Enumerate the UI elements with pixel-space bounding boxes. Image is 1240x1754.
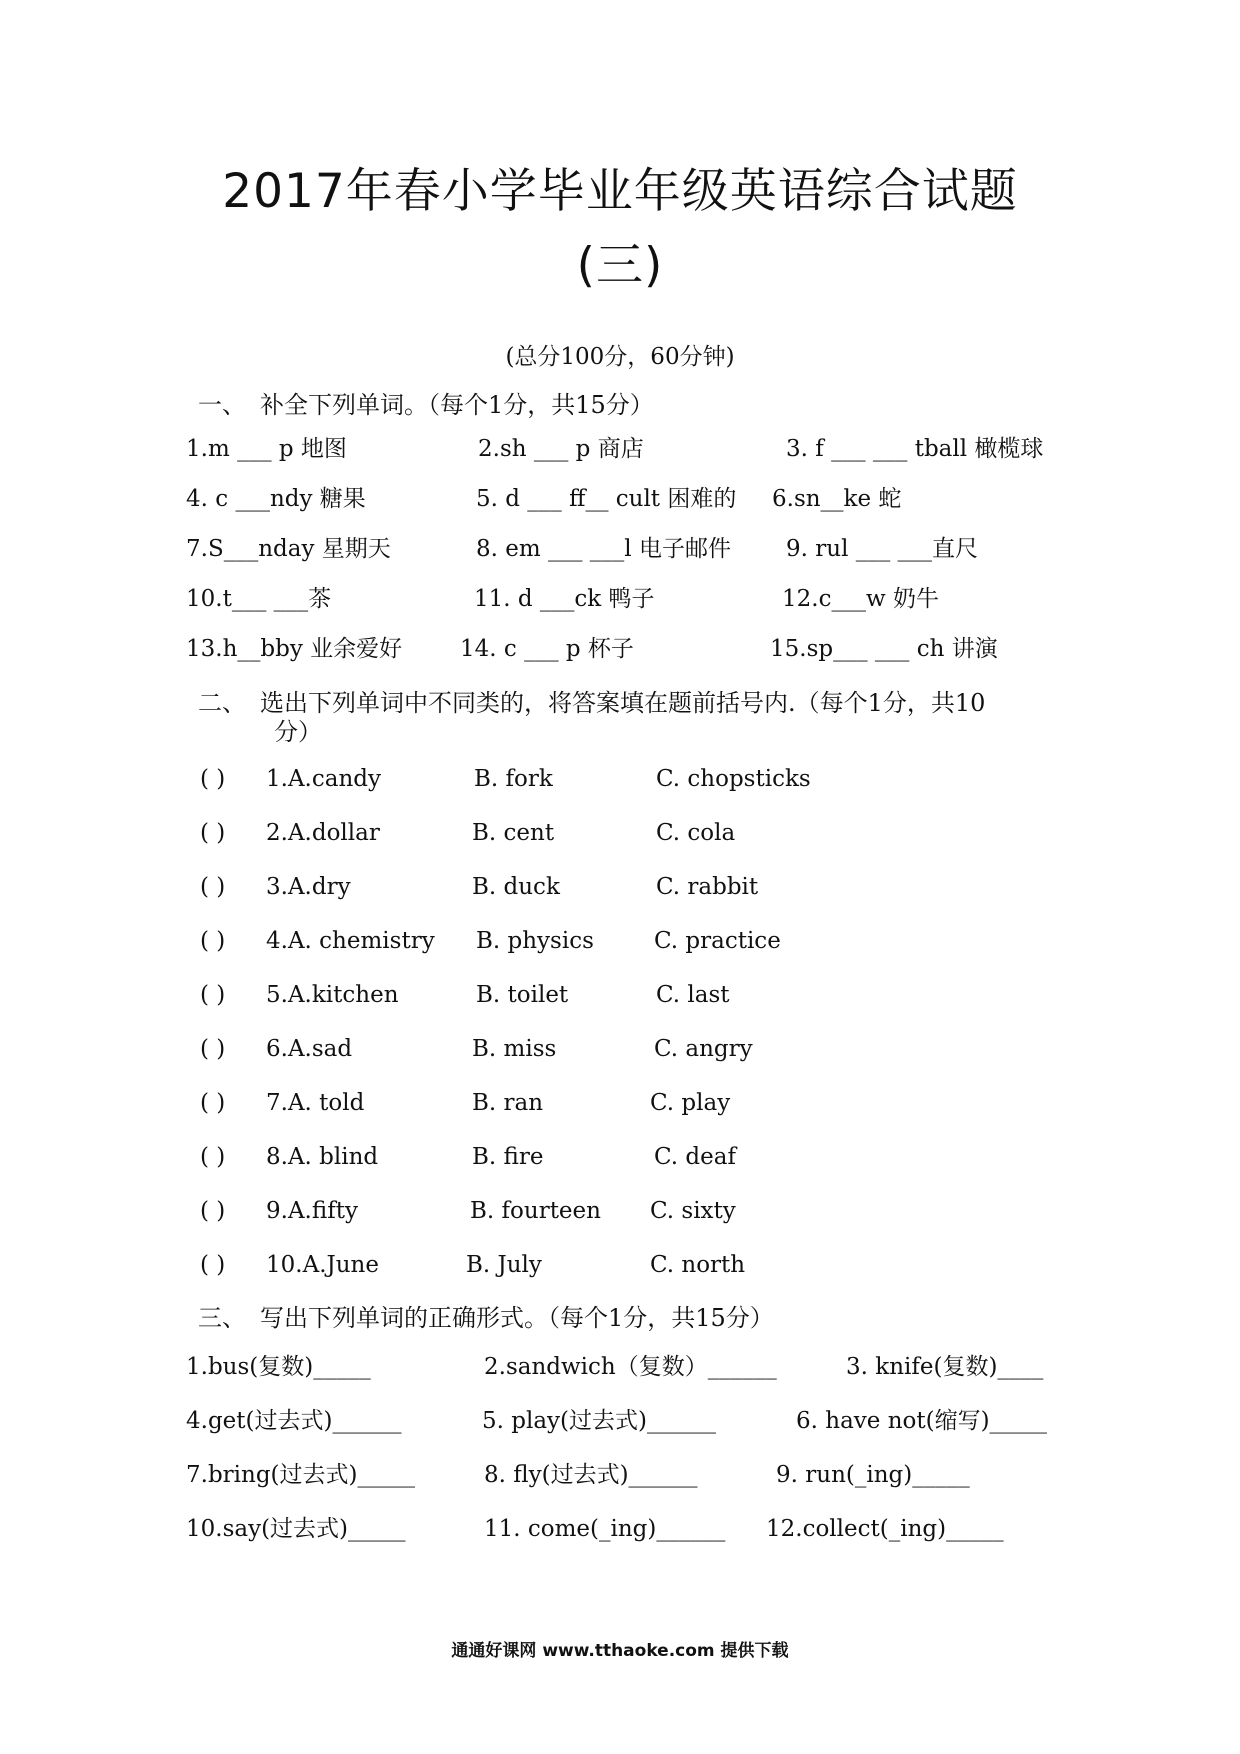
choice-row [0,1196,1240,1230]
section1-heading [198,385,654,420]
answer-parentheses: ( ) [200,1036,226,1062]
choice-option-b: B. July [466,1252,542,1278]
section3-row [0,1514,1240,1548]
answer-parentheses: ( ) [200,1144,226,1170]
choice-option-c: C. angry [654,1036,753,1062]
choice-option-c: C. practice [654,928,781,954]
word-form-item: 2.sandwich（复数）______ [484,1354,777,1380]
answer-parentheses: ( ) [200,1252,226,1278]
fill-word-item: 13.h__bby 业余爱好 [186,636,403,662]
fill-word-item: 4. c ___ndy 糖果 [186,486,366,512]
section1-row [0,584,1240,618]
choice-option-a: 3.A.dry [266,874,351,900]
exam-subtitle: (总分100分，60分钟) [505,344,735,370]
fill-word-item: 2.sh ___ p 商店 [478,436,644,462]
section3-number: 三、 [198,1304,246,1332]
choice-option-b: B. fork [474,766,553,792]
word-form-item: 8. fly(过去式)______ [484,1462,698,1488]
choice-option-c: C. north [650,1252,746,1278]
exam-title: 2017年春小学毕业年级英语综合试题 [222,164,1018,219]
section1-row [0,434,1240,468]
choice-row [0,1142,1240,1176]
choice-row [0,818,1240,852]
word-form-item: 7.bring(过去式)_____ [186,1462,416,1488]
word-form-item: 6. have not(缩写)_____ [796,1408,1048,1434]
choice-option-c: C. sixty [650,1198,736,1224]
fill-word-item: 3. f ___ ___ tball 橄榄球 [786,436,1044,462]
choice-row [0,872,1240,906]
choice-option-c: C. play [650,1090,731,1116]
choice-option-b: B. ran [472,1090,544,1116]
choice-option-a: 7.A. told [266,1090,365,1116]
section1-row [0,484,1240,518]
answer-parentheses: ( ) [200,766,226,792]
section3-row [0,1352,1240,1386]
fill-word-item: 14. c ___ p 杯子 [460,636,634,662]
word-form-item: 3. knife(复数)____ [846,1354,1044,1380]
choice-row [0,926,1240,960]
fill-word-item: 9. rul ___ ___直尺 [786,536,979,562]
fill-word-item: 10.t___ ___茶 [186,586,332,612]
section3-heading-text: 写出下列单词的正确形式。（每个1分，共15分） [260,1304,774,1332]
choice-option-a: 10.A.June [266,1252,379,1278]
choice-row [0,1250,1240,1284]
section1-row [0,634,1240,668]
choice-option-a: 8.A. blind [266,1144,379,1170]
choice-option-a: 9.A.fifty [266,1198,358,1224]
word-form-item: 12.collect(_ing)_____ [766,1516,1004,1542]
section3-row [0,1406,1240,1440]
choice-option-b: B. duck [472,874,560,900]
choice-option-a: 4.A. chemistry [266,928,435,954]
section1-number: 一、 [198,391,246,419]
answer-parentheses: ( ) [200,820,226,846]
section3-heading [198,1298,774,1333]
answer-parentheses: ( ) [200,1198,226,1224]
choice-row [0,1034,1240,1068]
fill-word-item: 11. d ___ck 鸭子 [474,586,655,612]
download-footer: 通通好课网 www.tthaoke.com 提供下载 [451,1641,789,1661]
word-form-item: 10.say(过去式)_____ [186,1516,406,1542]
choice-option-b: B. toilet [476,982,569,1008]
choice-row [0,980,1240,1014]
choice-option-a: 2.A.dollar [266,820,380,846]
section1-heading-text: 补全下列单词。（每个1分，共15分） [260,391,654,419]
choice-option-b: B. fire [472,1144,544,1170]
choice-option-b: B. fourteen [470,1198,601,1224]
choice-option-a: 5.A.kitchen [266,982,399,1008]
choice-option-a: 1.A.candy [266,766,381,792]
answer-parentheses: ( ) [200,874,226,900]
choice-option-b: B. cent [472,820,555,846]
section3-row [0,1460,1240,1494]
word-form-item: 9. run(_ing)_____ [776,1462,970,1488]
choice-option-c: C. chopsticks [656,766,811,792]
choice-option-c: C. cola [656,820,736,846]
word-form-item: 1.bus(复数)_____ [186,1354,371,1380]
word-form-item: 5. play(过去式)______ [482,1408,716,1434]
answer-parentheses: ( ) [200,928,226,954]
choice-option-c: C. rabbit [656,874,759,900]
choice-row [0,764,1240,798]
fill-word-item: 8. em ___ ___l 电子邮件 [476,536,731,562]
section2-heading-cont: 分） [274,718,322,746]
fill-word-item: 1.m ___ p 地图 [186,436,347,462]
choice-option-c: C. last [656,982,730,1008]
word-form-item: 4.get(过去式)______ [186,1408,402,1434]
choice-option-b: B. miss [472,1036,557,1062]
section2-number: 二、 [198,689,246,717]
exam-title-number: (三) [576,238,664,293]
answer-parentheses: ( ) [200,982,226,1008]
choice-row [0,1088,1240,1122]
choice-option-b: B. physics [476,928,594,954]
section2-heading-text: 选出下列单词中不同类的，将答案填在题前括号内.（每个1分，共10 [260,689,986,717]
fill-word-item: 6.sn__ke 蛇 [772,486,902,512]
answer-parentheses: ( ) [200,1090,226,1116]
choice-option-a: 6.A.sad [266,1036,353,1062]
fill-word-item: 15.sp___ ___ ch 讲演 [770,636,998,662]
fill-word-item: 12.c___w 奶牛 [782,586,939,612]
fill-word-item: 5. d ___ ff__ cult 困难的 [476,486,737,512]
word-form-item: 11. come(_ing)______ [484,1516,726,1542]
fill-word-item: 7.S___nday 星期天 [186,536,391,562]
section1-row [0,534,1240,568]
choice-option-c: C. deaf [654,1144,736,1170]
